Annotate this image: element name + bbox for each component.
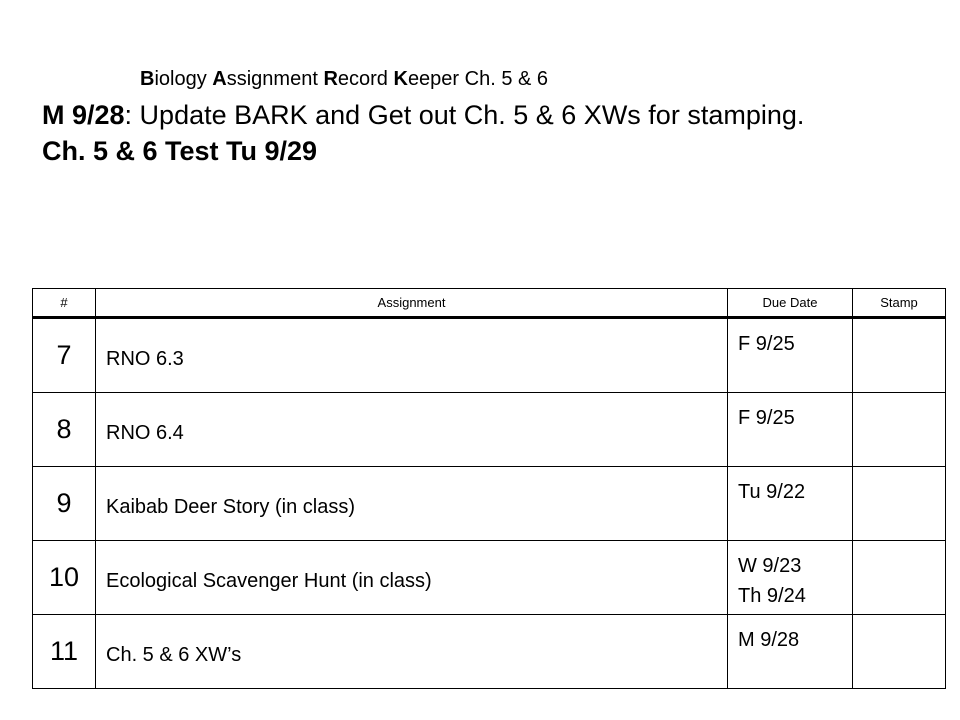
assignment-number: 10 (33, 541, 96, 615)
due-date-line: Tu 9/22 (738, 481, 806, 503)
assignment-number: 11 (33, 615, 96, 689)
table-row (33, 615, 946, 689)
due-date (728, 393, 853, 467)
due-date (728, 541, 853, 615)
assignment-name: Kaibab Deer Story (in class) (96, 467, 728, 541)
subtitle-word: ssignment (226, 68, 324, 90)
due-date (728, 318, 853, 393)
table-row (33, 541, 946, 615)
due-date-line: Th 9/24 (738, 585, 806, 607)
assignment-name: RNO 6.4 (96, 393, 728, 467)
table-row (33, 467, 946, 541)
stamp-cell (853, 318, 946, 393)
column-header-stamp: Stamp (853, 289, 946, 318)
subtitle-initial: K (393, 68, 408, 90)
assignment-name: Ch. 5 & 6 XW’s (96, 615, 728, 689)
assignment-table (32, 288, 946, 689)
subtitle-initial: R (323, 68, 338, 90)
assignment-name: RNO 6.3 (96, 318, 728, 393)
column-header-assignment: Assignment (96, 289, 728, 318)
stamp-cell (853, 541, 946, 615)
due-date-line: W 9/23 (738, 555, 802, 577)
assignment-number: 7 (33, 318, 96, 393)
test-date-line: Ch. 5 & 6 Test Tu 9/29 (42, 136, 318, 166)
subtitle-word: ecord (337, 68, 394, 90)
due-date (728, 467, 853, 541)
subtitle-initial: B (140, 68, 155, 90)
column-header-number: # (33, 289, 96, 318)
subtitle-word: eeper Ch. 5 & 6 (407, 68, 549, 90)
table-row (33, 318, 946, 393)
headline-instructions: : Update BARK and Get out Ch. 5 & 6 XWs for stamping. (124, 100, 805, 130)
due-date-line: M 9/28 (738, 629, 800, 651)
stamp-cell (853, 393, 946, 467)
assignment-name: Ecological Scavenger Hunt (in class) (96, 541, 728, 615)
stamp-cell (853, 467, 946, 541)
due-date-line: F 9/25 (738, 333, 795, 355)
stamp-cell (853, 615, 946, 689)
document-subtitle (140, 67, 548, 91)
assignment-number: 8 (33, 393, 96, 467)
headline-date: M 9/28 (42, 100, 125, 130)
subtitle-word: iology (154, 68, 213, 90)
due-date (728, 615, 853, 689)
column-header-due-date: Due Date (728, 289, 853, 318)
table-header-row (33, 289, 946, 318)
assignment-number: 9 (33, 467, 96, 541)
subtitle-initial: A (212, 68, 227, 90)
due-date-line: F 9/25 (738, 407, 795, 429)
headline (42, 97, 842, 169)
table-row (33, 393, 946, 467)
